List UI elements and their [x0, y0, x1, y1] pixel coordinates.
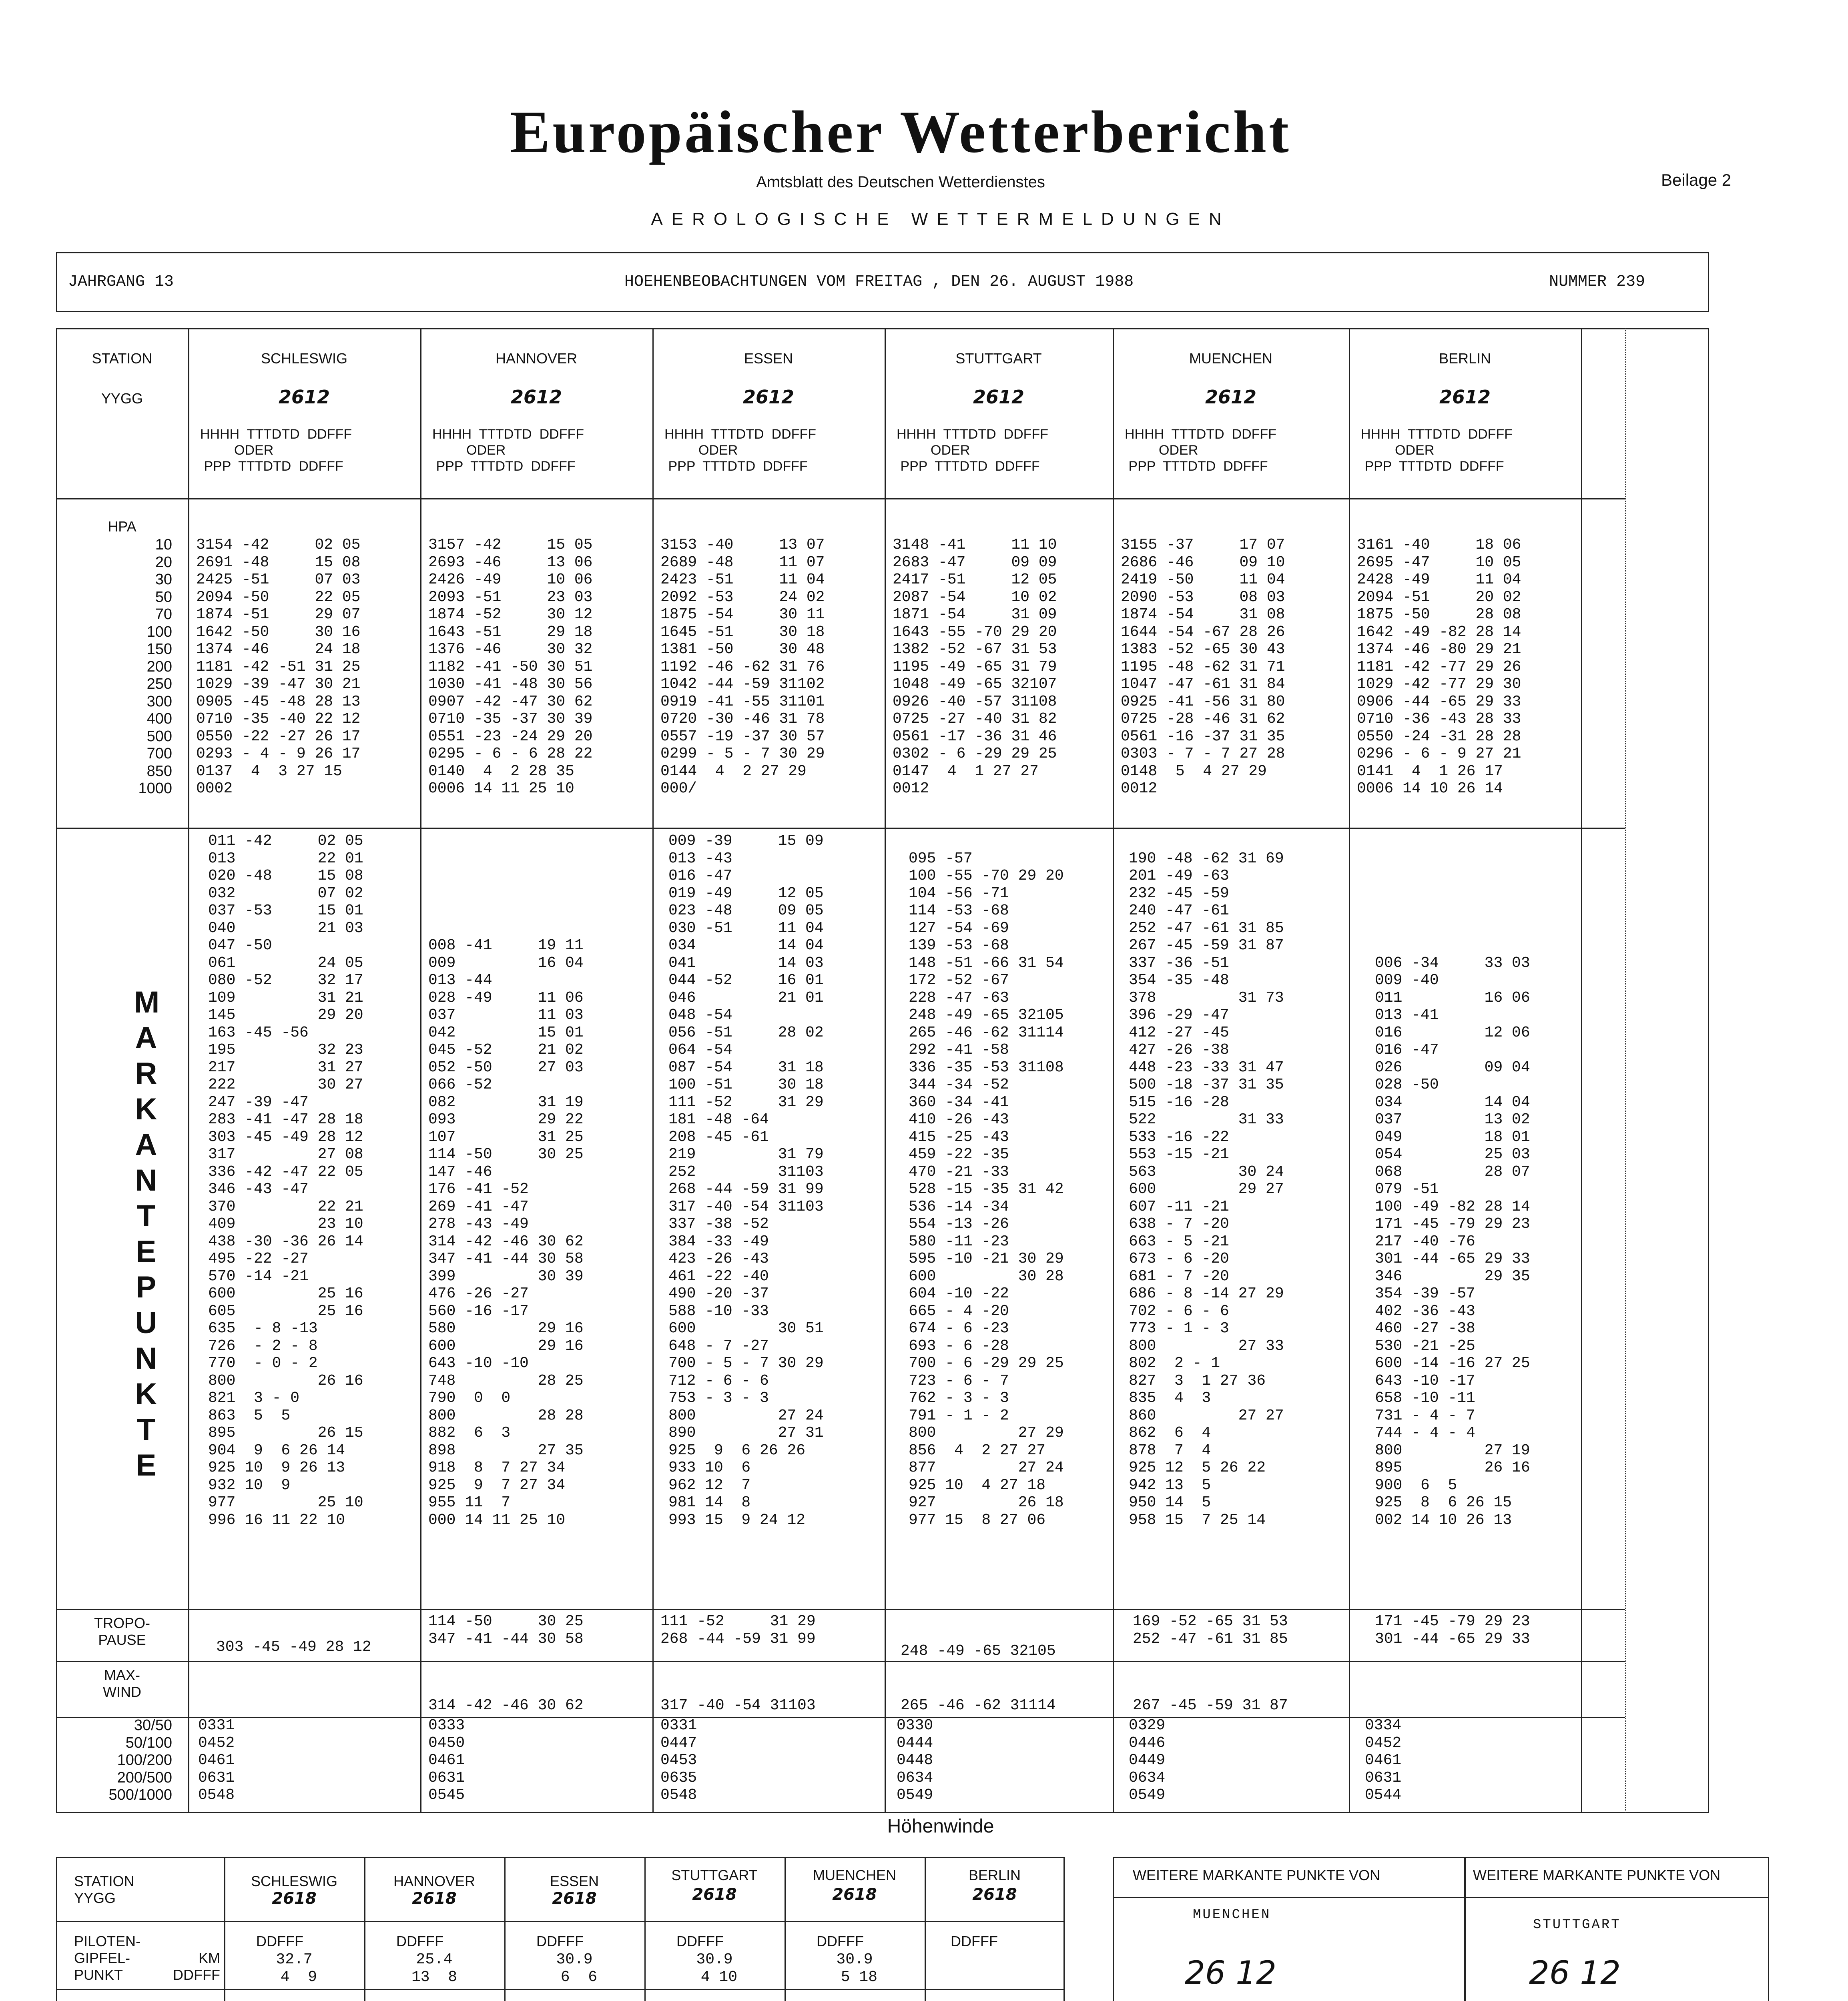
section-title: AEROLOGISCHE WETTERMELDUNGEN: [651, 209, 1230, 229]
shear-essen: 0331 0447 0453 0635 0548: [660, 1717, 697, 1804]
pressure-levels: 10 20 30 50 70 100 150 200 250 300 400 500 700 850 1000: [138, 536, 172, 797]
col-header-berlin-2: ODER: [1361, 443, 1435, 458]
shear-labels: 30/50 50/100 100/200 200/500 500/1000: [108, 1717, 172, 1803]
tropopause-stuttgart: 248 -49 -65 32105: [901, 1642, 1056, 1660]
hw-ddfff-berlin: DDFFF: [951, 1933, 998, 1949]
hw-peak-stuttgart: 30.9 4 10: [696, 1951, 738, 1986]
hw-ddfff-stuttgart: DDFFF: [676, 1933, 724, 1949]
markante-punkte-label: MARKANTE PUNKTE: [134, 985, 160, 1482]
tropopause-schleswig: 303 -45 -49 28 12: [216, 1638, 371, 1656]
col-rule-label: [188, 328, 189, 1813]
col-rule-3: [885, 328, 886, 1813]
hw-pilot-label: PILOTEN- GIPFEL- PUNKT: [74, 1933, 141, 1983]
maxwind-label: MAX- WIND: [103, 1667, 141, 1700]
hw-ddfff-muenchen: DDFFF: [817, 1933, 864, 1949]
hw-station-berlin: BERLIN: [968, 1867, 1021, 1883]
col-header-muenchen-1: HHHH TTTDTD DDFFF: [1125, 427, 1276, 442]
col-header-berlin-1: HHHH TTTDTD DDFFF: [1361, 427, 1513, 442]
tropopause-berlin: 171 -45 -79 29 23 301 -44 -65 29 33: [1375, 1613, 1530, 1648]
station-yygg-berlin: 2612: [1439, 386, 1491, 408]
hw-station-hannover: HANNOVER: [393, 1873, 476, 1889]
hw-ddfff-schleswig: DDFFF: [256, 1933, 303, 1949]
station-name-muenchen: MUENCHEN: [1189, 350, 1272, 367]
col-header-essen-2: ODER: [664, 443, 738, 458]
hpa-label: HPA: [108, 518, 136, 535]
shear-hannover: 0333 0450 0461 0631 0545: [428, 1717, 465, 1804]
sig-points-essen: 009 -39 15 09 013 -43 016 -47 019 -49 12 05 023 -48 09 05 030 -51 11 04 034 14 04 041 14 03 044 -52 16 01 046 21 01 048 -54 056 -51 28 02 064 -54 087 -54 31 18 100 -51 30 18 111 -52 31 29 181 -48 -64 208 -45 -61 219 31 79 252 31103 268 -44 -59 31 99 317 -40 -54 31103 337 -38 -52 384 -33 -49 423 -26 -43 461 -22 -40 490 -20 -37 588 -10 -33 600 30 51 648 - 7 -27 700 - 5 - 7 30 29 712 - 6 - 6 753 - 3 - 3 800 27 24 890 27 31 925 9 6 26 26 933 10 6 962 12 7 981 14 8 993 15 9 24 12: [668, 832, 824, 1529]
std-levels-stuttgart: 3148 -41 11 10 2683 -47 09 09 2417 -51 12 05 2087 -54 10 02 1871 -54 31 09 1643 -55 -70 29 20 1382 -52 -67 31 53 1195 -49 -65 31 79 1048 -49 -65 32107 0926 -40 -57 31108 0725 -27 -40 31 82 0561 -17 -36 31 46 0302 - 6 -29 29 25 0147 4 1 27 27 0012: [893, 536, 1057, 797]
std-levels-berlin: 3161 -40 18 06 2695 -47 10 05 2428 -49 11 04 2094 -51 20 02 1875 -50 28 08 1642 -49 -82 28 14 1374 -46 -80 29 21 1181 -42 -77 29 26 1029 -42 -77 29 30 0906 -44 -65 29 33 0710 -36 -43 28 33 0550 -24 -31 28 28 0296 - 6 - 9 27 21 0141 4 1 26 17 0006 14 10 26 14: [1357, 536, 1521, 797]
supplement-label: Beilage 2: [1661, 170, 1732, 189]
station-yygg-stuttgart: 2612: [973, 386, 1025, 408]
weitere-muenchen-yygg: 26 12: [1185, 1954, 1277, 1991]
shear-stuttgart: 0330 0444 0448 0634 0549: [897, 1717, 933, 1804]
hw-station-muenchen: MUENCHEN: [813, 1867, 896, 1883]
std-levels-hannover: 3157 -42 15 05 2693 -46 13 06 2426 -49 10 06 2093 -51 23 03 1874 -52 30 12 1643 -51 29 18 1376 -46 30 32 1182 -41 -50 30 51 1030 -41 -48 30 56 0907 -42 -47 30 62 0710 -35 -37 30 39 0551 -23 -24 29 20 0295 - 6 - 6 28 22 0140 4 2 28 35 0006 14 11 25 10: [428, 536, 593, 797]
station-name-hannover: HANNOVER: [495, 350, 578, 367]
weitere-stuttgart-yygg: 26 12: [1529, 1954, 1621, 1991]
col-rule-7: [1625, 328, 1626, 1813]
maxwind-hannover: 314 -42 -46 30 62: [428, 1697, 584, 1714]
sig-points-muenchen: 190 -48 -62 31 69 201 -49 -63 232 -45 -59 240 -47 -61 252 -47 -61 31 85 267 -45 -59 31 87 337 -36 -51 354 -35 -48 378 31 73 396 -29 -47 412 -27 -45 427 -26 -38 448 -23 -33 31 47 500 -18 -37 31 35 515 -16 -28 522 31 33 533 -16 -22 553 -15 -21 563 30 24 600 29 27 607 -11 -21 638 - 7 -20 663 - 5 -21 673 - 6 -20 681 - 7 -20 686 - 8 -14 27 29 702 - 6 - 6 773 - 1 - 3 800 27 33 802 2 - 1 827 3 1 27 36 835 4 3 860 27 27 862 6 4 878 7 4 925 12 5 26 22 942 13 5 950 14 5 958 15 7 25 14: [1129, 850, 1284, 1529]
col-header-schleswig-3: PPP TTTDTD DDFFF: [200, 459, 343, 474]
maxwind-essen: 317 -40 -54 31103: [660, 1697, 816, 1714]
shear-muenchen: 0329 0446 0449 0634 0549: [1129, 1717, 1166, 1804]
col-rule-4: [1113, 328, 1114, 1813]
hw-peak-muenchen: 30.9 5 18: [836, 1951, 878, 1986]
hw-yygg-muenchen: 2618: [832, 1885, 877, 1904]
col-header-essen-3: PPP TTTDTD DDFFF: [664, 459, 808, 474]
weitere-stuttgart-rule: [1465, 1897, 1769, 1898]
weitere-muenchen-rule: [1113, 1897, 1465, 1898]
tropopause-label: TROPO- PAUSE: [94, 1615, 150, 1648]
station-name-essen: ESSEN: [744, 350, 793, 367]
weitere-muenchen-title: WEITERE MARKANTE PUNKTE VON: [1133, 1867, 1380, 1883]
col-header-essen-1: HHHH TTTDTD DDFFF: [664, 427, 816, 442]
hw-yygg-schleswig: 2618: [272, 1889, 317, 1908]
tropopause-muenchen: 169 -52 -65 31 53 252 -47 -61 31 85: [1133, 1613, 1288, 1648]
col-header-schleswig-2: ODER: [200, 443, 274, 458]
hw-km-label: KM DDFFF: [173, 1950, 220, 1983]
station-yygg-hannover: 2612: [510, 386, 562, 408]
hw-station-stuttgart: STUTTGART: [671, 1867, 758, 1883]
col-header-stuttgart-1: HHHH TTTDTD DDFFF: [897, 427, 1048, 442]
station-name-schleswig: SCHLESWIG: [261, 350, 348, 367]
station-name-berlin: BERLIN: [1439, 350, 1491, 367]
sig-points-hannover: 008 -41 19 11 009 16 04 013 -44 028 -49 11 06 037 11 03 042 15 01 045 -52 21 02 052 -50 27 03 066 -52 082 31 19 093 29 22 107 31 25 114 -50 30 25 147 -46 176 -41 -52 269 -41 -47 278 -43 -49 314 -42 -46 30 62 347 -41 -44 30 58 399 30 39 476 -26 -27 560 -16 -17 580 29 16 600 29 16 643 -10 -10 748 28 25 790 0 0 800 28 28 882 6 3 898 27 35 918 8 7 27 34 925 9 7 27 34 955 11 7 000 14 11 25 10: [428, 937, 584, 1529]
masthead-title: Europäischer Wetterbericht: [510, 99, 1291, 165]
col-header-berlin-3: PPP TTTDTD DDFFF: [1361, 459, 1504, 474]
yygg-label: YYGG: [101, 390, 143, 407]
col-rule-2: [652, 328, 654, 1813]
col-rule-1: [420, 328, 421, 1813]
col-header-hannover-2: ODER: [432, 443, 506, 458]
maxwind-muenchen: 267 -45 -59 31 87: [1133, 1697, 1288, 1714]
shear-berlin: 0334 0452 0461 0631 0544: [1365, 1717, 1402, 1804]
tropopause-hannover: 114 -50 30 25 347 -41 -44 30 58: [428, 1613, 584, 1648]
hw-station-label: STATION YYGG: [74, 1873, 134, 1906]
col-rule-5: [1349, 328, 1350, 1813]
hw-station-essen: ESSEN: [550, 1873, 599, 1889]
hw-peak-schleswig: 32.7 4 9: [276, 1951, 317, 1986]
hw-ddfff-hannover: DDFFF: [396, 1933, 443, 1949]
sig-points-berlin: 006 -34 33 03 009 -40 011 16 06 013 -41 016 12 06 016 -47 026 09 04 028 -50 034 14 04 037 13 02 049 18 01 054 25 03 068 28 07 079 -51 100 -49 -82 28 14 171 -45 -79 29 23 217 -40 -76 301 -44 -65 29 33 346 29 35 354 -39 -57 402 -36 -43 460 -27 -38 530 -21 -25 600 -14 -16 27 25 643 -10 -17 658 -10 -11 731 - 4 - 7 744 - 4 - 4 800 27 19 895 26 16 900 6 5 925 8 6 26 15 002 14 10 26 13: [1375, 954, 1530, 1529]
col-rule-6: [1581, 328, 1582, 1813]
hw-yygg-stuttgart: 2618: [692, 1885, 737, 1904]
std-levels-schleswig: 3154 -42 02 05 2691 -48 15 08 2425 -51 07 03 2094 -50 22 05 1874 -51 29 07 1642 -50 30 16 1374 -46 24 18 1181 -42 -51 31 25 1029 -39 -47 30 21 0905 -45 -48 28 13 0710 -35 -40 22 12 0550 -22 -27 26 17 0293 - 4 - 9 26 17 0137 4 3 27 15 0002: [196, 536, 361, 797]
rule-std-levels: [56, 828, 1625, 829]
tropopause-essen: 111 -52 31 29 268 -44 -59 31 99: [660, 1613, 816, 1648]
weitere-stuttgart-station: STUTTGART: [1533, 1917, 1621, 1933]
rule-header: [56, 498, 1625, 499]
col-header-schleswig-1: HHHH TTTDTD DDFFF: [200, 427, 352, 442]
maxwind-stuttgart: 265 -46 -62 31114: [901, 1697, 1056, 1714]
hw-yygg-berlin: 2618: [972, 1885, 1017, 1904]
hoehenwinde-title: Höhenwinde: [887, 1816, 994, 1837]
station-name-stuttgart: STUTTGART: [955, 350, 1042, 367]
hw-peak-hannover: 25.4 13 8: [411, 1951, 457, 1986]
col-header-hannover-3: PPP TTTDTD DDFFF: [432, 459, 576, 474]
hw-yygg-essen: 2618: [552, 1889, 597, 1908]
hw-rule-peak: [56, 1989, 1065, 1990]
std-levels-muenchen: 3155 -37 17 07 2686 -46 09 10 2419 -50 11 04 2090 -53 08 03 1874 -54 31 08 1644 -54 -67 28 26 1383 -52 -65 30 43 1195 -48 -62 31 71 1047 -47 -61 31 84 0925 -41 -56 31 80 0725 -28 -46 31 62 0561 -16 -37 31 35 0303 - 7 - 7 27 28 0148 5 4 27 29 0012: [1121, 536, 1285, 797]
std-levels-essen: 3153 -40 13 07 2689 -48 11 07 2423 -51 11 04 2092 -53 24 02 1875 -54 30 11 1645 -51 30 18 1381 -50 30 48 1192 -46 -62 31 76 1042 -44 -59 31102 0919 -41 -55 31101 0720 -30 -46 31 78 0557 -19 -37 30 57 0299 - 5 - 7 30 29 0144 4 2 27 29 000/: [660, 536, 825, 797]
hw-yygg-hannover: 2618: [412, 1889, 457, 1908]
sig-points-schleswig: 011 -42 02 05 013 22 01 020 -48 15 08 032 07 02 037 -53 15 01 040 21 03 047 -50 061 24 05 080 -52 32 17 109 31 21 145 29 20 163 -45 -56 195 32 23 217 31 27 222 30 27 247 -39 -47 283 -41 -47 28 18 303 -45 -49 28 12 317 27 08 336 -42 -47 22 05 346 -43 -47 370 22 21 409 23 10 438 -30 -36 26 14 495 -22 -27 570 -14 -21 600 25 16 605 25 16 635 - 8 -13 726 - 2 - 8 770 - 0 - 2 800 26 16 821 3 - 0 863 5 5 895 26 15 904 9 6 26 14 925 10 9 26 13 932 10 9 977 25 10 996 16 11 22 10: [208, 832, 363, 1529]
station-yygg-essen: 2612: [742, 386, 795, 408]
sig-points-stuttgart: 095 -57 100 -55 -70 29 20 104 -56 -71 114 -53 -68 127 -54 -69 139 -53 -68 148 -51 -66 31 54 172 -52 -67 228 -47 -63 248 -49 -65 32105 265 -46 -62 31114 292 -41 -58 336 -35 -53 31108 344 -34 -52 360 -34 -41 410 -26 -43 415 -25 -43 459 -22 -35 470 -21 -33 528 -15 -35 31 42 536 -14 -34 554 -13 -26 580 -11 -23 595 -10 -21 30 29 600 30 28 604 -10 -22 665 - 4 -20 674 - 6 -23 693 - 6 -28 700 - 6 -29 29 25 723 - 6 - 7 762 - 3 - 3 791 - 1 - 2 800 27 29 856 4 2 27 27 877 27 24 925 10 4 27 18 927 26 18 977 15 8 27 06: [909, 850, 1064, 1529]
col-header-hannover-1: HHHH TTTDTD DDFFF: [432, 427, 584, 442]
hw-peak-essen: 30.9 6 6: [556, 1951, 598, 1986]
issue-year: JAHRGANG 13: [68, 273, 174, 291]
col-header-stuttgart-3: PPP TTTDTD DDFFF: [897, 459, 1040, 474]
station-yygg-schleswig: 2612: [278, 386, 330, 408]
col-header-stuttgart-2: ODER: [897, 443, 970, 458]
masthead-subtitle: Amtsblatt des Deutschen Wetterdienstes: [756, 173, 1045, 191]
station-label: STATION: [92, 350, 152, 367]
rule-markante: [56, 1609, 1625, 1610]
issue-title: HOEHENBEOBACHTUNGEN VOM FREITAG , DEN 26. AUGUST 1988: [624, 273, 1134, 291]
hw-ddfff-essen: DDFFF: [536, 1933, 584, 1949]
hw-station-schleswig: SCHLESWIG: [251, 1873, 338, 1889]
rule-tropo: [56, 1661, 1625, 1662]
weitere-muenchen-station: MUENCHEN: [1193, 1907, 1271, 1923]
hw-rule-header: [56, 1921, 1065, 1922]
col-header-muenchen-3: PPP TTTDTD DDFFF: [1125, 459, 1268, 474]
shear-schleswig: 0331 0452 0461 0631 0548: [198, 1717, 235, 1804]
issue-number: NUMMER 239: [1549, 273, 1645, 291]
weitere-stuttgart-title: WEITERE MARKANTE PUNKTE VON: [1473, 1867, 1721, 1883]
col-header-muenchen-2: ODER: [1125, 443, 1198, 458]
station-yygg-muenchen: 2612: [1205, 386, 1257, 408]
